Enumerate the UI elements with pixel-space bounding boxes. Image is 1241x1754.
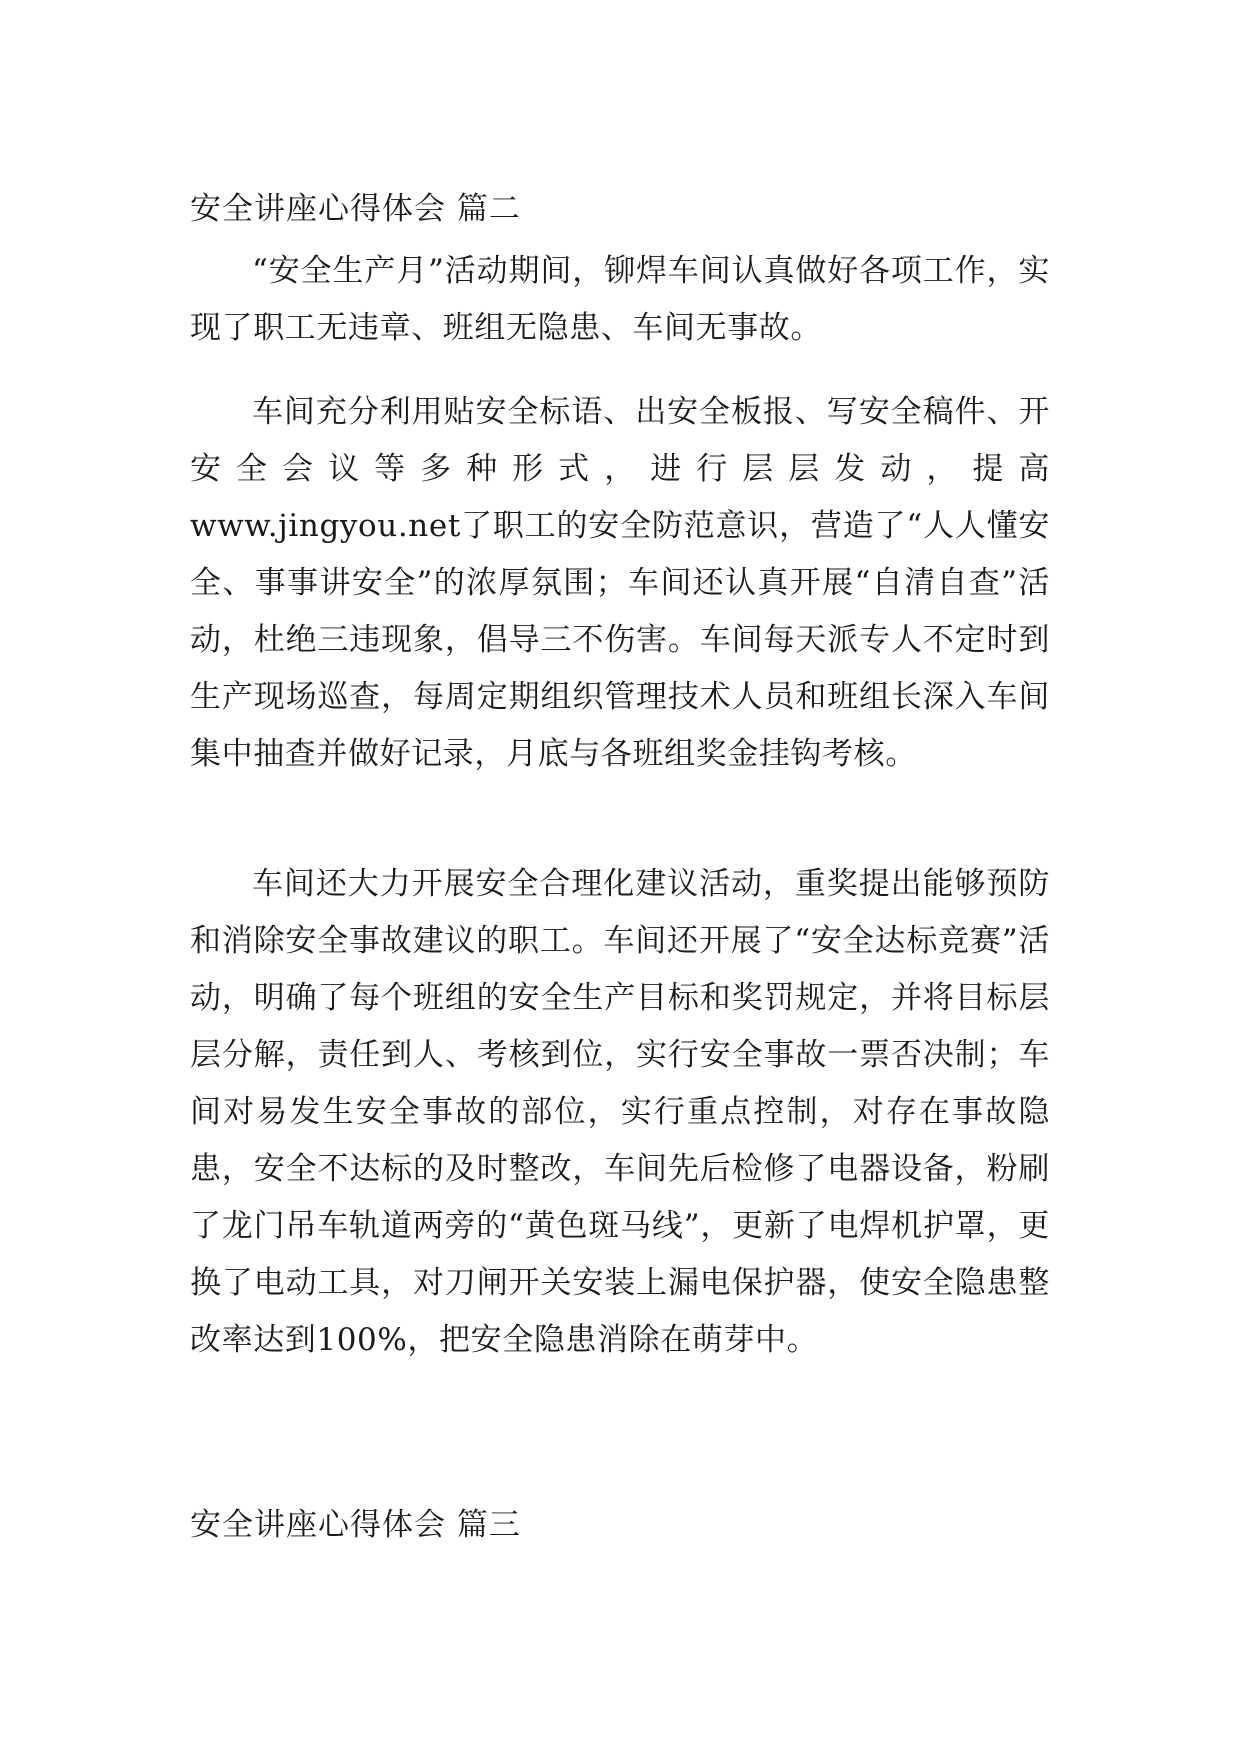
paragraph-1: “安全生产月”活动期间，铆焊车间认真做好各项工作，实现了职工无违章、班组无隐患、车间无事故。: [190, 253, 1050, 346]
section-heading-2: 安全讲座心得体会 篇二: [190, 191, 521, 227]
paragraph-3: 车间还大力开展安全合理化建议活动，重奖提出能够预防和消除安全事故建议的职工。车间还开展了“安全达标竞赛”活动，明确了每个班组的安全生产目标和奖罚规定，并将目标层层分解，责任到人、考核到位，实行安全事故一票否决制；车间对易发生安全事故的部位，实行重点控制，对存在事故隐患，安全不达标的及时整改，车间先后检修了电器设备，粉刷了龙门吊车轨道两旁的“黄色斑马线”，更新了电焊机护罩，更换了电动工具，对刀闸开关安装上漏电保护器，使安全隐患整改率达到100%，把安全隐患消除在萌芽中。: [190, 866, 1050, 1358]
paragraph-2: 车间充分利用贴安全标语、出安全板报、写安全稿件、开安全会议等多种形式，进行层层发动，提高www.jingyou.net了职工的安全防范意识，营造了“人人懂安全、事事讲安全”的浓厚氛围；车间还认真开展“自清自查”活动，杜绝三违现象，倡导三不伤害。车间每天派专人不定时到生产现场巡查，每周定期组织管理技术人员和班组长深入车间集中抽查并做好记录，月底与各班组奖金挂钩考核。: [190, 394, 1050, 772]
section-heading-3: 安全讲座心得体会 篇三: [190, 1507, 521, 1543]
